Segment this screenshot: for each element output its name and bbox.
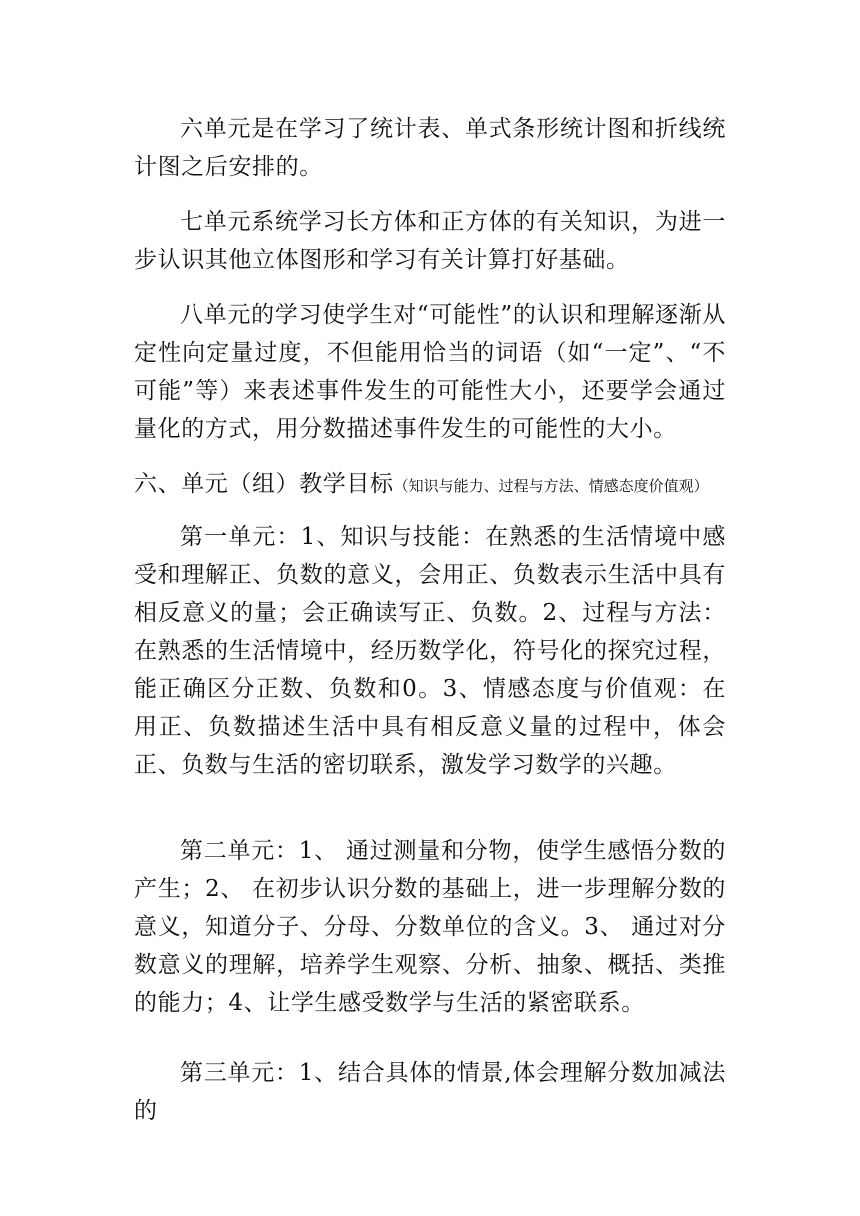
paragraph-unit1-goals: 第一单元：1、知识与技能：在熟悉的生活情境中感受和理解正、负数的意义，会用正、负数表示生活中具有相反意义的量；会正确读写正、负数。2、过程与方法：在熟悉的生活情境中，经历数学化，符号化的探究过程，能正确区分正数、负数和0。3、情感态度与价值观：在用正、负数描述生活中具有相反意义量的过程中，体会正、负数与生活的密切联系，激发学习数学的兴趣。 xyxy=(134,524,726,778)
paragraph-unit6-intro: 六单元是在学习了统计表、单式条形统计图和折线统计图之后安排的。 xyxy=(134,116,726,180)
paragraph-unit3-goals: 第三单元：1、结合具体的情景,体会理解分数加减法的 xyxy=(134,1060,726,1124)
section-heading xyxy=(134,465,774,505)
paragraph-unit2-goals: 第二单元：1、 通过测量和分物，使学生感悟分数的产生；2、 在初步认识分数的基础上，进一步理解分数的意义，知道分子、分母、分数单位的含义。3、 通过对分数意义的理解，培养学生观察、分析、抽象、概括、类推的能力；4、让学生感受数学与生活的紧密联系。 xyxy=(134,838,726,1016)
paragraph-unit7-intro: 七单元系统学习长方体和正方体的有关知识，为进一步认识其他立体图形和学习有关计算打好基础。 xyxy=(134,209,726,273)
section-heading-title: 六、单元（组）教学目标 xyxy=(134,471,394,497)
paragraph-unit8-intro: 八单元的学习使学生对“可能性”的认识和理解逐渐从定性向定量过度，不但能用恰当的词语（如“一定”、“不可能”等）来表述事件发生的可能性大小，还要学会通过量化的方式，用分数描述事件发生的可能性的大小。 xyxy=(134,302,726,442)
section-heading-note: （知识与能力、过程与方法、情感态度价值观） xyxy=(393,477,709,495)
